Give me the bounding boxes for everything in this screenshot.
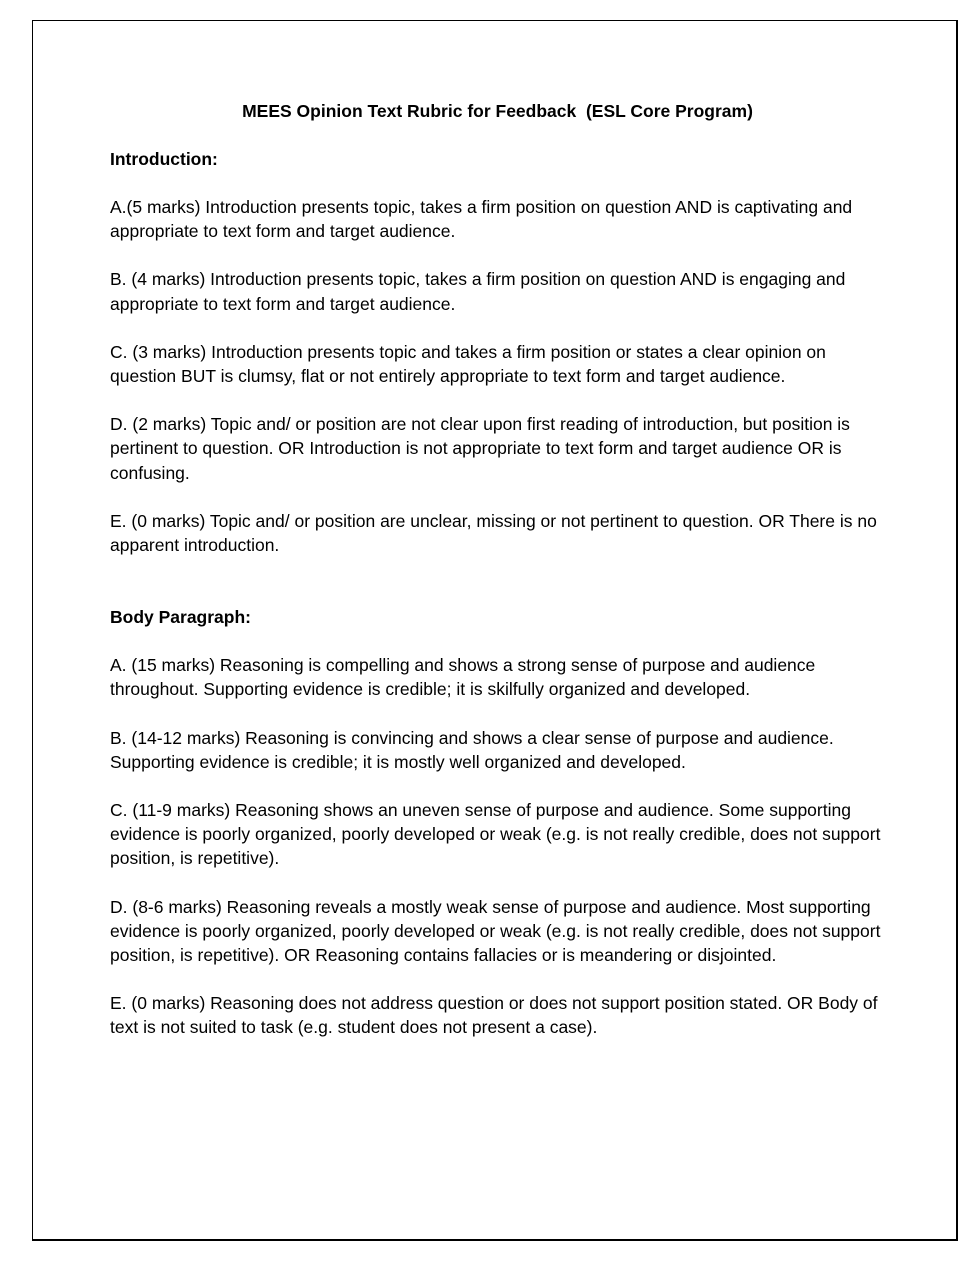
body-criterion-e: E. (0 marks) Reasoning does not address question or does not support position stated. OR Body of text is not suited to task (e.g. student does not present a case). bbox=[110, 993, 878, 1038]
section-heading-introduction: Introduction: bbox=[110, 149, 218, 169]
document-content bbox=[110, 99, 885, 1064]
introduction-criterion-b: B. (4 marks) Introduction presents topic, takes a firm position on question AND is engaging and appropriate to text form and target audience. bbox=[110, 269, 846, 314]
body-criterion-b: B. (14-12 marks) Reasoning is convincing and shows a clear sense of purpose and audience. Supporting evidence is credible; it is mostly well organized and developed. bbox=[110, 727, 834, 772]
introduction-criterion-d: D. (2 marks) Topic and/ or position are not clear upon first reading of introduction, but position is pertinent to question. OR Introduction is not appropriate to text form and target audience OR is confusing. bbox=[110, 414, 850, 483]
introduction-criterion-c: C. (3 marks) Introduction presents topic and takes a firm position or states a clear opinion on question BUT is clumsy, flat or not entirely appropriate to text form and target audience. bbox=[110, 341, 826, 387]
document-title: MEES Opinion Text Rubric for Feedback (ESL Core Program) bbox=[242, 101, 753, 121]
document-page bbox=[32, 20, 958, 1241]
introduction-criterion-a: A.(5 marks) Introduction presents topic, takes a firm position on question AND is captivating and appropriate to text form and target audience. bbox=[110, 197, 853, 242]
section-spacer bbox=[110, 581, 885, 605]
body-criterion-c: C. (11-9 marks) Reasoning shows an uneven sense of purpose and audience. Some supporting evidence is poorly organized, poorly developed or weak (e.g. is not really credible, does not support position, is repetitive). bbox=[110, 800, 881, 869]
introduction-criterion-e: E. (0 marks) Topic and/ or position are unclear, missing or not pertinent to question. OR There is no apparent introduction. bbox=[110, 510, 877, 556]
body-criterion-d: D. (8-6 marks) Reasoning reveals a mostly weak sense of purpose and audience. Most supporting evidence is poorly organized, poorly developed or weak (e.g. is not really credible, does not support position, is repetitive). OR Reasoning contains fallacies or is meandering or disjointed. bbox=[110, 896, 881, 966]
section-heading-body-paragraph: Body Paragraph: bbox=[110, 607, 251, 628]
body-criterion-a: A. (15 marks) Reasoning is compelling and shows a strong sense of purpose and audience throughout. Supporting evidence is credible; it is skilfully organized and developed. bbox=[110, 655, 816, 700]
